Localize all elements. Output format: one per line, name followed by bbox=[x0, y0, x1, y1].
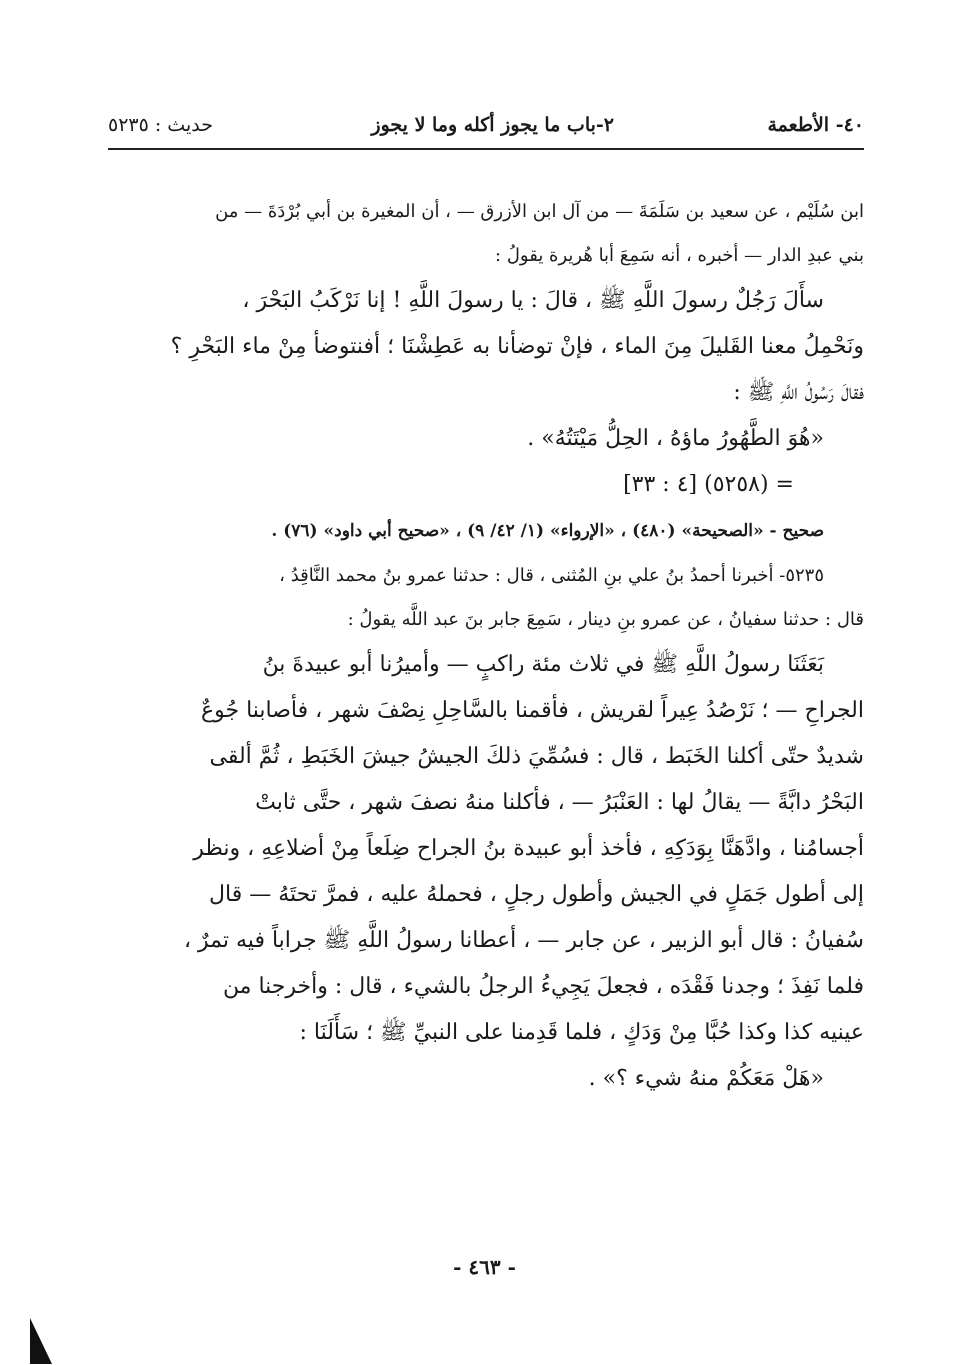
text-line: ابن سُلَيْم ، عن سعيد بن سَلَمَةَ — من آل ابن الأزرق — ، أن المغيرة بن أبي بُرْدَةَ — من bbox=[215, 201, 864, 222]
hadith-text-line: ونَحْمِلُ معنا القَليلَ مِنَ الماء ، فإنْ توضأنا به عَطِشْنَا ؛ أفنتوضأ مِنْ ماء البَحْرِ ؟ bbox=[170, 334, 864, 359]
page-number: - ٤٦٣ - bbox=[453, 1255, 516, 1279]
prophetic-saying: «هَلْ مَعَكُمْ منهُ شيء ؟» . bbox=[588, 1066, 824, 1091]
hadith-text-line: فقالَ رَسُولُ اللَّهِ ﷺ : bbox=[733, 380, 864, 405]
hadith-text-line: أجسامُنا ، وادَّهَنَّا بِوَدَكِهِ ، فأخذ أبو عبيدة بنُ الجراح ضِلَعاً مِنْ أضلاعِهِ ، ونظر bbox=[193, 836, 864, 861]
page-body bbox=[108, 190, 864, 1102]
grading-note: صحيح - «الصحيحة» (٤٨٠) ، «الإرواء» (١/ ٤٢/ ٩) ، «صحيح أبي داود» (٧٦) . bbox=[271, 521, 824, 541]
hadith-text-line: عينيه كذا وكذا حُبَّا مِنْ وَدَكٍ ، فلما قَدِمنا على النبيِّ ﷺ ؛ سَأَلَنَا : bbox=[299, 1020, 864, 1045]
hadith-text-line: إلى أطول جَمَلٍ في الجيش وأطول رجلٍ ، فحملهُ عليه ، فمرَّ تحتَهُ — قال bbox=[209, 882, 864, 907]
hadith-text-line: بَعَثَنَا رسولُ اللَّهِ ﷺ في ثلاث مئة راكبٍ — وأميرُنا أبو عبيدةَ بنُ bbox=[262, 652, 824, 677]
hadith-text-line: سأَلَ رَجُلٌ رسولَ اللَّهِ ﷺ ، قالَ : يا رسولَ اللَّهِ ! إنا نَرْكَبُ البَحْرَ ، bbox=[242, 288, 824, 313]
header-divider bbox=[108, 148, 864, 150]
corner-triangle-icon bbox=[30, 1318, 52, 1364]
hadith-text-line: الجراحِ — ؛ نَرْصُدُ عِيراً لقريش ، فأقمنا بالسَّاحِلِ نِصْفَ شهر ، فأصابنا جُوعٌ bbox=[201, 698, 864, 723]
prophetic-saying: «هُوَ الطَّهُورُ ماؤهُ ، الحِلُّ مَيْتَتُهُ» . bbox=[527, 426, 824, 451]
hadith-text-line: سُفيانُ : قال أبو الزبير ، عن جابر — ، أعطانا رسولُ اللَّهِ ﷺ جراباً فيه تمرٌ ، bbox=[183, 928, 864, 953]
text-line: بني عبدِ الدار — أخبره ، أنه سَمِعَ أبا هُريرة يقولُ : bbox=[495, 245, 864, 266]
chapter-title: ٤٠- الأطعمة bbox=[767, 114, 864, 136]
hadith-text-line: البَحْرُ دابَّةً — يقالُ لها : العَنْبَرُ — ، فأكلنا منهُ نصفَ شهر ، حتَّى ثابتْ bbox=[255, 790, 864, 815]
cross-reference: = (٥٢٥٨) [٤ : ٣٣] bbox=[623, 472, 794, 497]
hadith-text-line: شديدٌ حتّى أكلنا الخَبَط ، قال : فسُمِّيَ ذلكَ الجيشُ جيشَ الخَبَطِ ، ثُمَّ ألقى bbox=[209, 744, 864, 769]
section-title: ٢-باب ما يجوز أكله وما لا يجوز bbox=[371, 114, 614, 136]
isnad-line: ٥٢٣٥- أخبرنا أحمدُ بنُ علي بنِ المُثنى ، قال : حدثنا عمرو بنُ محمد النَّاقِدُ ، bbox=[279, 565, 824, 586]
hadith-reference: حديث : ٥٢٣٥ bbox=[108, 114, 213, 136]
isnad-line: قال : حدثنا سفيانُ ، عن عمرو بنِ دينار ، سَمِعَ جابر بنَ عبد اللَّه يقولُ : bbox=[347, 609, 864, 630]
running-header bbox=[108, 108, 864, 148]
hadith-text-line: فلما نَفِذَ ؛ وجدنا فَقْدَه ، فجعلَ يَجِيءُ الرجلُ بالشيء ، قال : وأخرجنا من bbox=[222, 974, 864, 999]
